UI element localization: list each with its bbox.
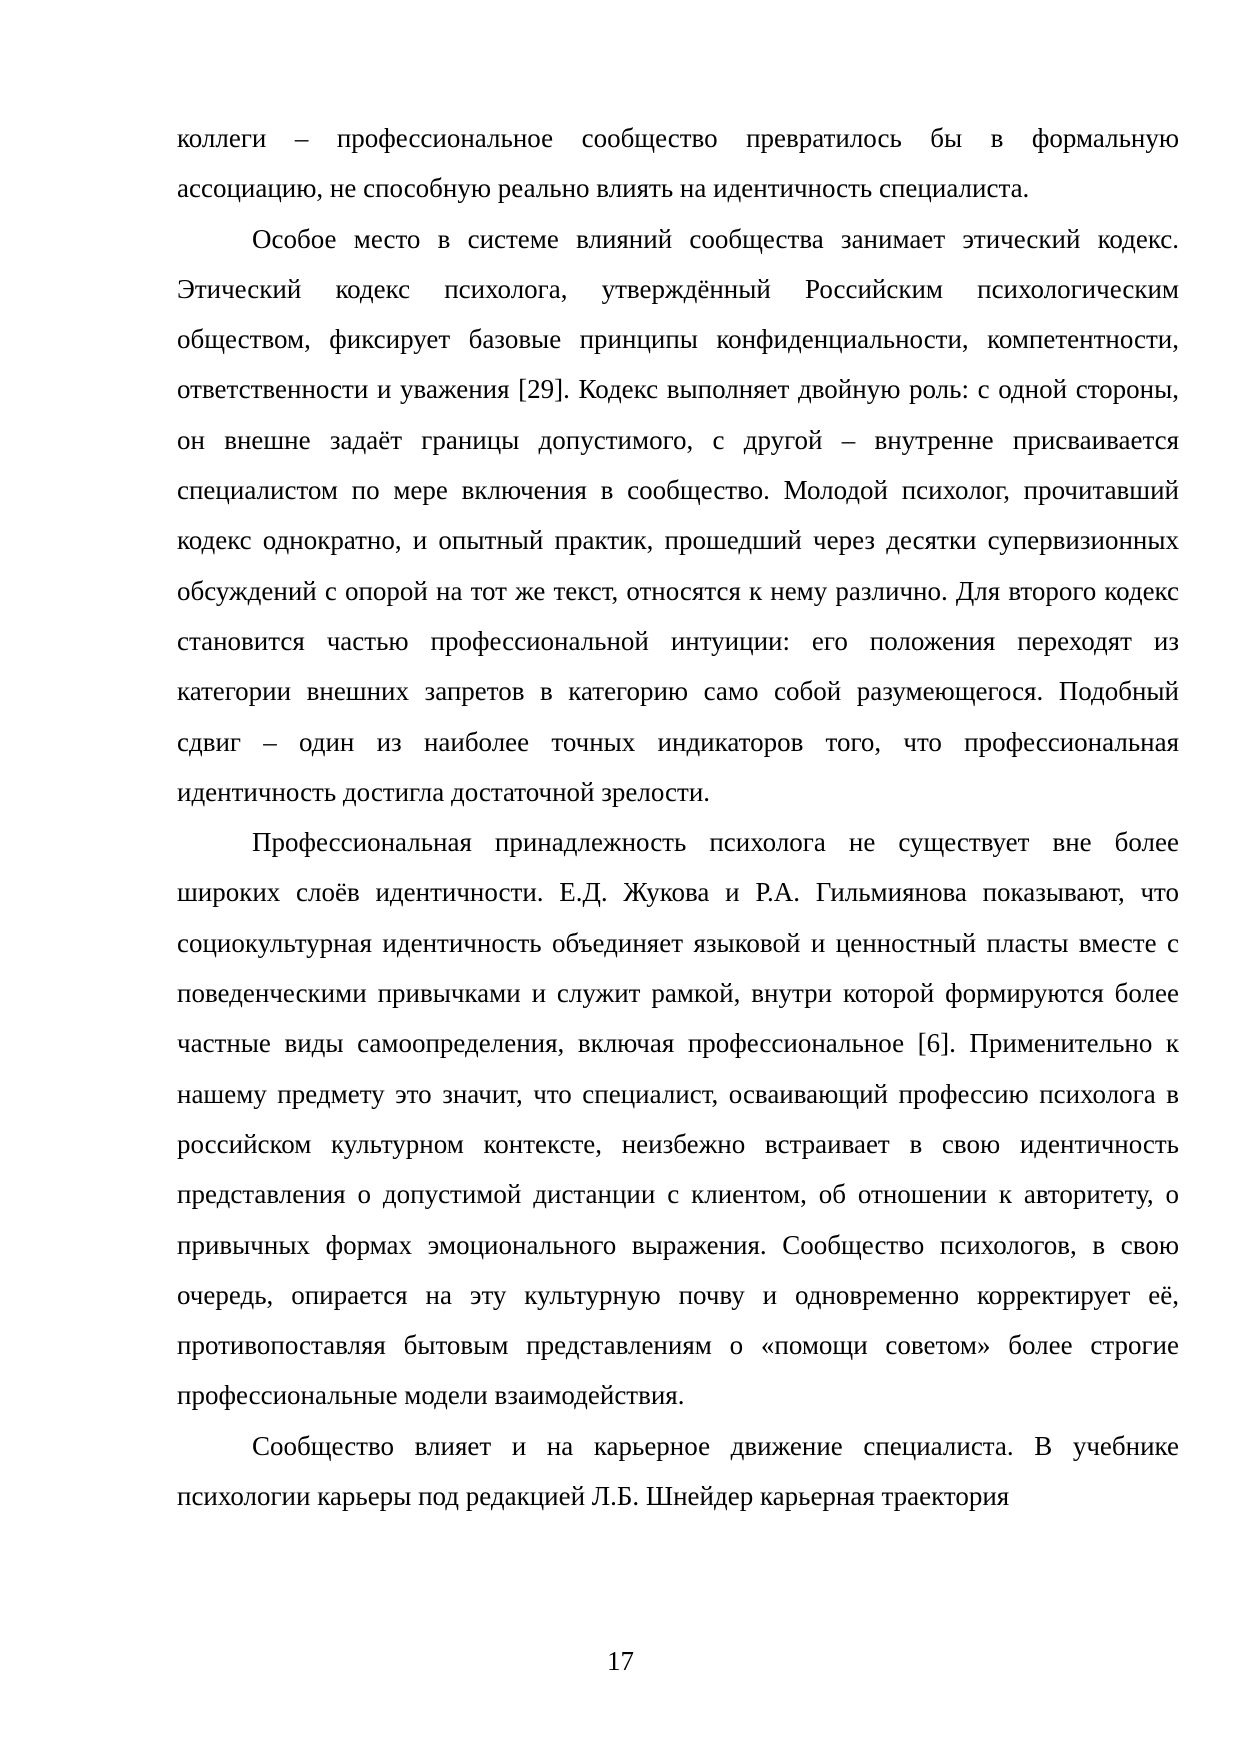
paragraph-career: Сообщество влияет и на карьерное движение специалиста. В учебнике психологии карьеры под редакцией Л.Б. Шнейдер карьерная траектория bbox=[177, 1430, 1179, 1512]
paragraph-ethics-code: Особое место в системе влияний сообщества занимает этический кодекс. Этический кодекс психолога, утверждённый Российским психологическим обществом, фиксирует базовые принципы конфиденциальности, компетентности, ответственности и уважения [29]. Кодекс выполняет двойную роль: с одной стороны, он внешне задаёт границы допустимого, с другой – внутренне присваивается специалистом по мере включения в сообщество. Молодой психолог, прочитавший кодекс однократно, и опытный практик, прошедший через десятки супервизионных обсуждений с опорой на тот же текст, относятся к нему различно. Для второго кодекс становится частью профессиональной интуиции: его положения переходят из категории внешних запретов в категорию само собой разумеющегося. Подобный сдвиг – один из наиболее точных индикаторов того, что профессиональная идентичность достигла достаточной зрелости. bbox=[177, 223, 1179, 807]
page-body bbox=[177, 113, 1179, 1521]
page-number: 17 bbox=[607, 1646, 634, 1676]
paragraph-continuation: коллеги – профессиональное сообщество превратилось бы в формальную ассоциацию, не способную реально влиять на идентичность специалиста. bbox=[177, 123, 1179, 204]
paragraph-sociocultural-identity: Профессиональная принадлежность психолога не существует вне более широких слоёв идентичности. Е.Д. Жукова и Р.А. Гильмиянова показывают, что социокультурная идентичность объединяет языковой и ценностный пласты вместе с поведенческими привычками и служит рамкой, внутри которой формируются более частные виды самоопределения, включая профессиональное [6]. Применительно к нашему предмету это значит, что специалист, осваивающий профессию психолога в российском культурном контексте, неизбежно встраивает в свою идентичность представления о допустимой дистанции с клиентом, об отношении к авторитету, о привычных формах эмоционального выражения. Сообщество психологов, в свою очередь, опирается на эту культурную почву и одновременно корректирует её, противопоставляя бытовым представлениям о «помощи советом» более строгие профессиональные модели взаимодействия. bbox=[177, 827, 1179, 1411]
